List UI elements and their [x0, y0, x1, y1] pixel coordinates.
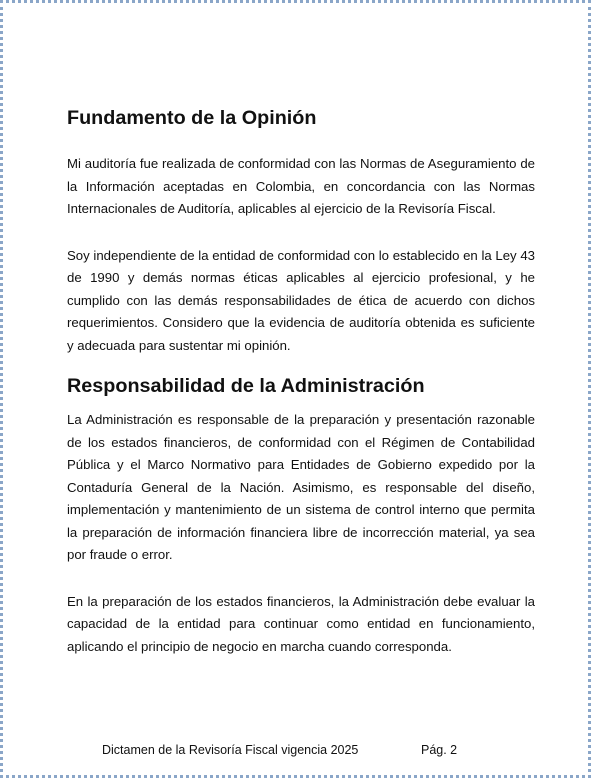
spacer: [67, 397, 535, 409]
spacer: [67, 567, 535, 591]
paragraph-responsabilidad: La Administración es responsable de la preparación y presentación razonable de los estados financieros, de conformidad con el Régimen de Contabilidad Pública y el Marco Normativo para Entidades de Gobierno expedido por la Contaduría General de la Nación. Asimismo, es responsable del diseño, implementación y mantenimiento de un sistema de control interno que permita la preparación de información financiera libre de incorrección material, ya sea por fraude o error.: [67, 412, 535, 562]
section-heading-fundamento: Fundamento de la Opinión: [67, 107, 317, 129]
spacer: [67, 357, 535, 375]
paragraph-auditoria: Mi auditoría fue realizada de conformidad con las Normas de Aseguramiento de la Información aceptadas en Colombia, en concordancia con las Normas Internacionales de Auditoría, aplicables al ejercicio de la Revisoría Fiscal.: [67, 156, 535, 216]
footer-title: Dictamen de la Revisoría Fiscal vigencia 2025: [102, 743, 359, 757]
page-number: Pág. 2: [421, 743, 458, 757]
paragraph-independencia: Soy independiente de la entidad de conformidad con lo establecido en la Ley 43 de 1990 y demás normas éticas aplicables al ejercicio profesional, y he cumplido con las demás responsabilidades de ética de acuerdo con dichos requerimientos. Considero que la evidencia de auditoría obtenida es suficiente y adecuada para sustentar mi opinión.: [67, 247, 535, 353]
spacer: [67, 221, 535, 245]
spacer: [67, 129, 535, 153]
paragraph-negocio-en-marcha: En la preparación de los estados financieros, la Administración debe evaluar la capacidad de la entidad para continuar como entidad en funcionamiento, aplicando el principio de negocio en marcha cuando corresponda.: [67, 593, 535, 654]
document-body: [67, 107, 535, 658]
section-heading-responsabilidad: Responsabilidad de la Administración: [67, 375, 425, 397]
